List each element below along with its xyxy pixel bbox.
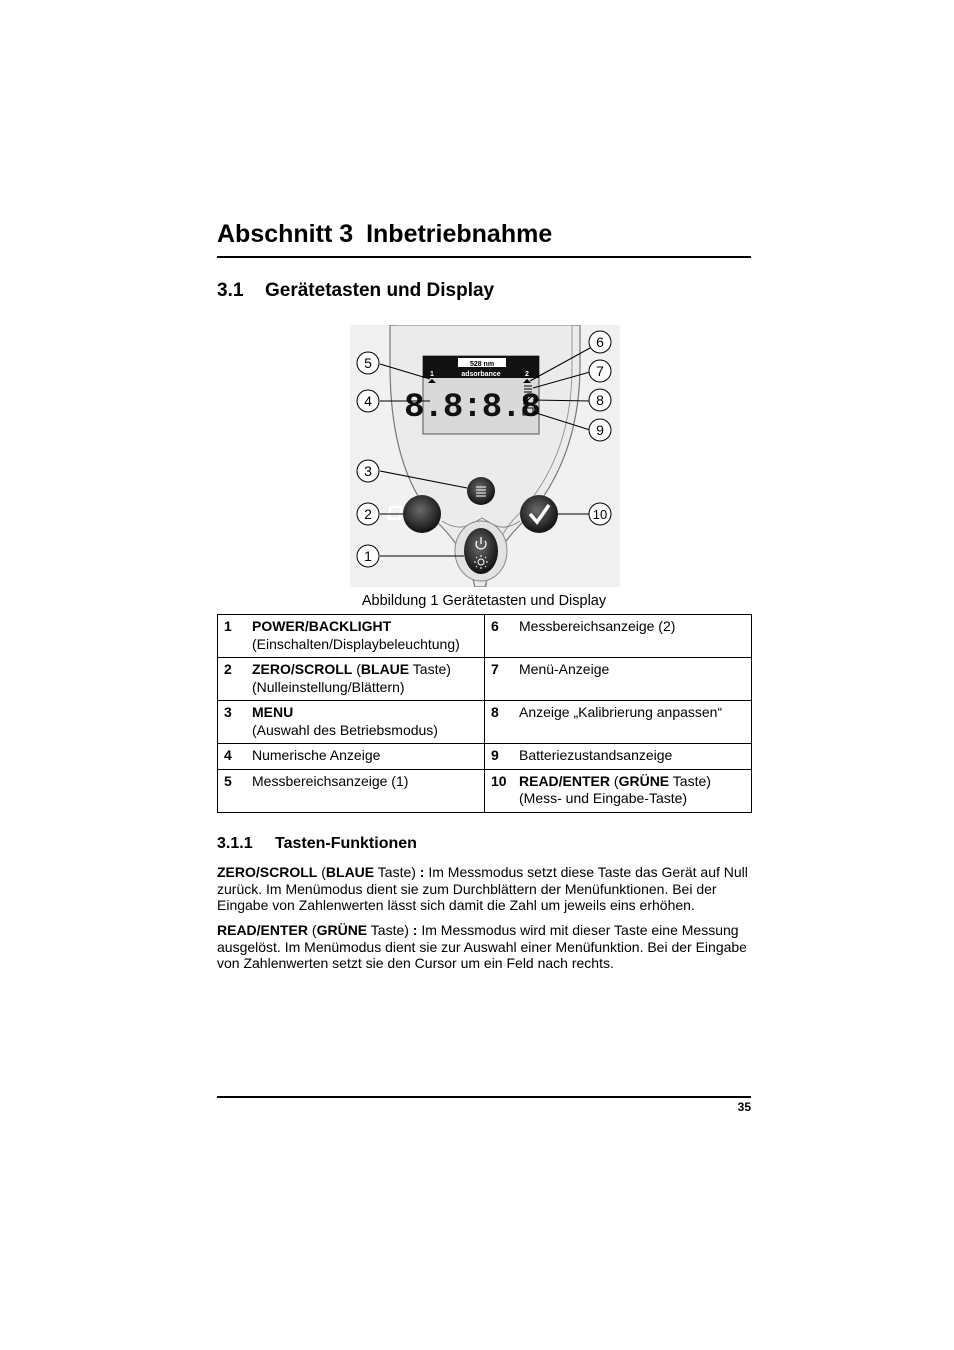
footer-rule bbox=[217, 1096, 751, 1098]
figure-caption: Abbildung 1 Gerätetasten und Display bbox=[361, 593, 607, 609]
section-title: Inbetriebnahme bbox=[366, 220, 553, 248]
section-heading bbox=[217, 218, 751, 258]
legend-cell-1: 1 POWER/BACKLIGHT (Einschalten/Displaybeleuchtung) bbox=[218, 615, 485, 658]
legend-cell-5: 5 Messbereichsanzeige (1) bbox=[218, 769, 485, 812]
lcd-wavelength: 528 nm bbox=[469, 361, 495, 368]
subsection-heading bbox=[217, 279, 494, 303]
table-row bbox=[218, 615, 752, 658]
svg-text:4: 4 bbox=[364, 393, 372, 409]
svg-text:10: 10 bbox=[592, 507, 608, 522]
svg-text:6: 6 bbox=[596, 334, 604, 350]
paragraph-read-enter: READ/ENTER (GRÜNE Taste) : Im Messmodus wird mit dieser Taste eine Messung ausgelöst. Im Menümodus dient sie zur Auswahl einer Menüfunktion. Bei der Eingabe von Zahlenwerten setzt sie den Cursor um ein Feld nach rechts. bbox=[217, 922, 747, 971]
callout-1 bbox=[357, 545, 379, 567]
callout-10 bbox=[589, 503, 611, 525]
subsection-number: 3.1 bbox=[217, 280, 244, 301]
callout-7 bbox=[589, 360, 611, 382]
table-row bbox=[218, 701, 752, 744]
callout-6 bbox=[589, 331, 611, 353]
paragraph-zero-scroll: ZERO/SCROLL (BLAUE Taste) : Im Messmodus setzt diese Taste das Gerät auf Null zurück. Im Menümodus dient sie zum Durchblättern der Menüfunktionen. Bei der Eingabe von Zahlenwerten lässt sich damit die Zahl um jeweils eins erhöhen. bbox=[217, 864, 748, 913]
subsubsection-title: Tasten-Funktionen bbox=[275, 835, 417, 852]
legend-cell-3: 3 MENU (Auswahl des Betriebsmodus) bbox=[218, 701, 485, 744]
read-enter-button[interactable] bbox=[520, 495, 558, 533]
callout-8 bbox=[589, 389, 611, 411]
lcd-mode-label: adsorbance bbox=[461, 371, 501, 378]
svg-text:1: 1 bbox=[364, 548, 372, 564]
svg-text:7: 7 bbox=[596, 363, 604, 379]
legend-cell-9: 9 Batteriezustandsanzeige bbox=[485, 744, 752, 770]
legend-cell-10: 10 READ/ENTER (GRÜNE Taste) (Mess- und Eingabe-Taste) bbox=[485, 769, 752, 812]
lcd-range-right: 2 bbox=[525, 371, 529, 378]
table-row bbox=[218, 769, 752, 812]
legend-table bbox=[217, 614, 752, 813]
svg-text:2: 2 bbox=[364, 506, 372, 522]
legend-cell-2: 2 ZERO/SCROLL (BLAUE Taste) (Nulleinstellung/Blättern) bbox=[218, 658, 485, 701]
lcd-digits: 8.8:8.8 bbox=[404, 389, 540, 427]
subsubsection-heading bbox=[217, 834, 417, 854]
page-number: 35 bbox=[737, 1100, 751, 1114]
svg-text:9: 9 bbox=[596, 422, 604, 438]
table-row bbox=[218, 658, 752, 701]
zero-scroll-button[interactable] bbox=[403, 495, 441, 533]
device-illustration bbox=[350, 325, 620, 587]
subsection-title: Gerätetasten und Display bbox=[265, 280, 495, 301]
callout-4 bbox=[357, 390, 379, 412]
legend-cell-8: 8 Anzeige „Kalibrierung anpassen“ bbox=[485, 701, 752, 744]
table-row bbox=[218, 744, 752, 770]
callout-2 bbox=[357, 503, 379, 525]
svg-text:3: 3 bbox=[364, 463, 372, 479]
legend-cell-7: 7 Menü-Anzeige bbox=[485, 658, 752, 701]
lcd-range-left: 1 bbox=[430, 371, 434, 378]
svg-text:8: 8 bbox=[596, 392, 604, 408]
device-figure bbox=[350, 325, 620, 587]
svg-text:5: 5 bbox=[364, 355, 372, 371]
callout-3 bbox=[357, 460, 379, 482]
menu-button[interactable] bbox=[467, 477, 495, 505]
subsubsection-number: 3.1.1 bbox=[217, 835, 253, 852]
callout-5 bbox=[357, 352, 379, 374]
section-number: Abschnitt 3 bbox=[217, 220, 354, 248]
legend-cell-4: 4 Numerische Anzeige bbox=[218, 744, 485, 770]
legend-cell-6: 6 Messbereichsanzeige (2) bbox=[485, 615, 752, 658]
callout-9 bbox=[589, 419, 611, 441]
